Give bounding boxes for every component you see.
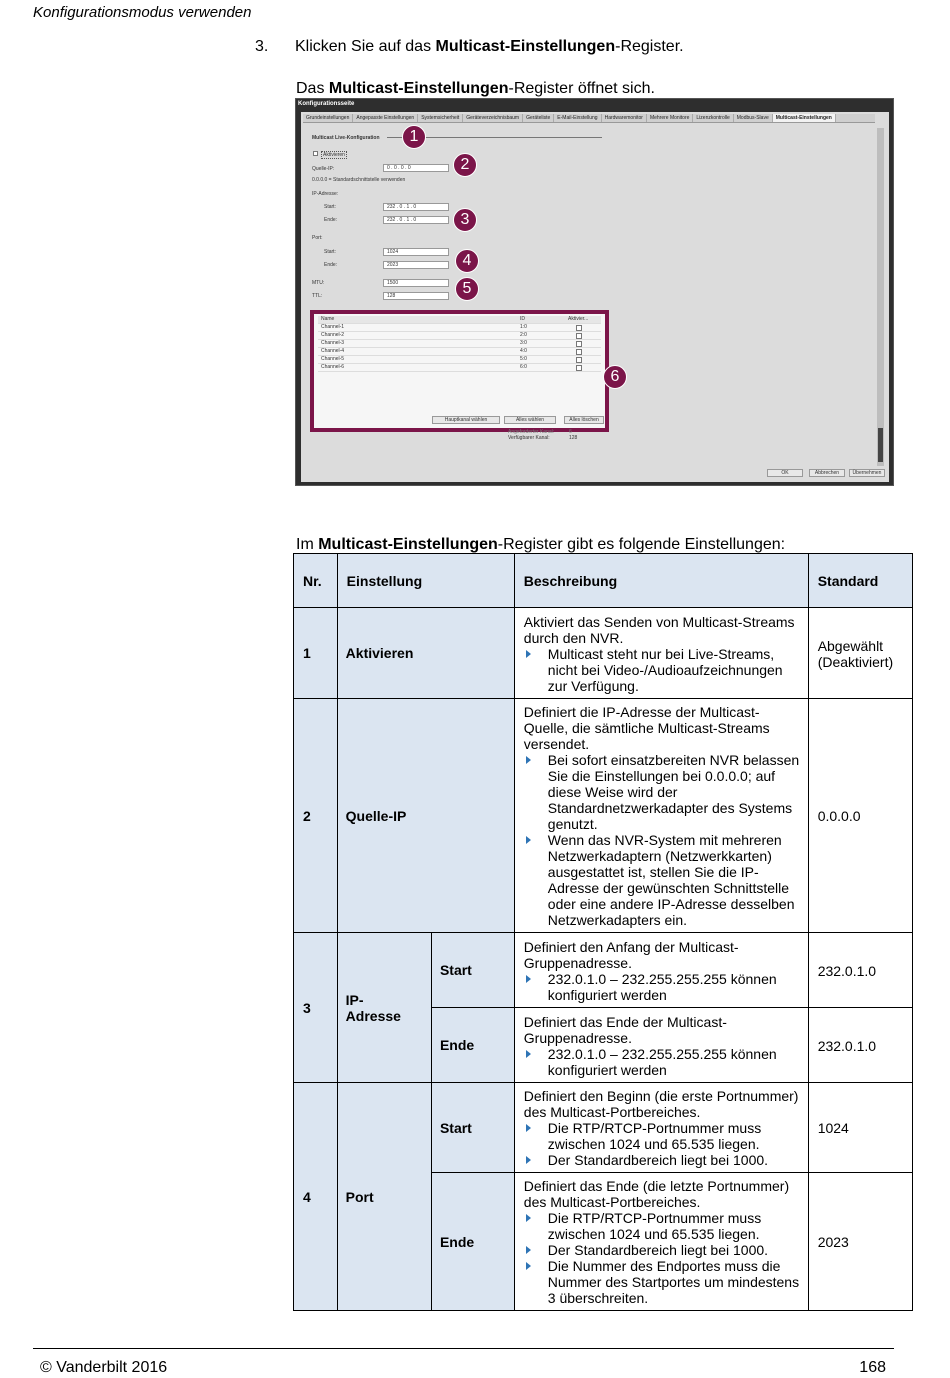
setting-description: Definiert das Ende der Multicast-Gruppenadresse. 232.0.1.0 – 232.255.255.255 können konfiguriert werden — [514, 1008, 808, 1083]
channel-id: 1:0 — [520, 324, 527, 330]
setting-description: Definiert den Beginn (die erste Portnummer) des Multicast-Portbereiches. Die RTP/RTCP-Portnummer muss zwischen 1024 und 65.535 liegen. Der Standardbereich liegt bei 1000. — [514, 1083, 808, 1173]
callout-marker-2: 2 — [453, 153, 477, 177]
bullet-item: 232.0.1.0 – 232.255.255.255 können konfiguriert werden — [524, 1046, 802, 1078]
step-number: 3. — [255, 38, 269, 55]
port-label: Port: — [312, 235, 323, 241]
available-channel-label: Verfügbarer Kanal: — [508, 435, 550, 441]
setting-default: 1024 — [808, 1083, 912, 1173]
grid-col-enable[interactable]: Aktivier... — [568, 316, 589, 322]
config-window-screenshot — [295, 98, 894, 486]
ip-start-input[interactable]: 232 . 0 . 1 . 0 — [383, 203, 449, 211]
bullet-item: Bei sofort einsatzbereiten NVR belassen Sie die Einstellungen bei 0.0.0.0; auf diese Weise wird der Standardnetzwerkadapter des Systems genutzt. — [524, 752, 802, 832]
sub-setting-name: Ende — [431, 1173, 514, 1311]
setting-name: Aktivieren — [337, 608, 514, 699]
channel-name: Channel-2 — [321, 332, 345, 338]
channel-name: Channel-3 — [321, 340, 345, 346]
tab-systemsicherheit[interactable]: Systemsicherheit — [418, 114, 463, 122]
channel-id: 5:0 — [520, 356, 527, 362]
setting-name: Port — [337, 1083, 431, 1311]
channel-enable-checkbox[interactable] — [576, 325, 582, 331]
setting-description: Definiert die IP-Adresse der Multicast-Quelle, die sämtliche Multicast-Streams versendet. Bei sofort einsatzbereiten NVR belassen Sie die Einstellungen bei 0.0.0.0; auf diese Weise wird der Standardnetzwerkadapter des Systems genutzt. Wenn das NVR-System mit mehreren Netzwerkadaptern (Netzwerkkarten) ausgestattet ist, stellen Sie die IP-Adresse der gewünschten Schnittstelle oder eine andere IP-Adresse desselben Netzwerkadapters ein. — [514, 699, 808, 933]
callout-marker-4: 4 — [455, 249, 479, 273]
select-all-button[interactable]: Alles wählen — [504, 416, 556, 424]
apply-button[interactable]: Übernehmen — [849, 469, 885, 477]
row-number: 3 — [294, 933, 338, 1083]
sub-setting-name: Ende — [431, 1008, 514, 1083]
page-header: Konfigurationsmodus verwenden — [33, 4, 252, 21]
channel-id: 2:0 — [520, 332, 527, 338]
mtu-label: MTU: — [312, 280, 325, 286]
channel-name: Channel-5 — [321, 356, 345, 362]
channel-name: Channel-4 — [321, 348, 345, 354]
grid-row[interactable] — [318, 340, 601, 348]
requested-channel-label: Angeforderter Kanal: — [508, 429, 555, 435]
tab-grundeinstellungen[interactable]: Grundeinstellungen — [303, 114, 353, 122]
table-intro: Im Multicast-Einstellungen-Register gibt es folgende Einstellungen: — [296, 536, 786, 553]
table-header-row — [294, 554, 913, 608]
ttl-input[interactable]: 128 — [383, 292, 449, 300]
tab-email-einstellung[interactable]: E-Mail-Einstellung — [554, 114, 601, 122]
col-setting: Einstellung — [337, 554, 514, 608]
section-title: Multicast Live-Konfiguration — [312, 135, 380, 141]
enable-label: Aktivieren — [323, 152, 345, 158]
setting-default: Abgewählt (Deaktiviert) — [808, 608, 912, 699]
bullet-item: Multicast steht nur bei Live-Streams, nicht bei Video-/Audioaufzeichnungen zur Verfügung. — [524, 646, 802, 694]
channel-enable-checkbox[interactable] — [576, 365, 582, 371]
channel-grid — [310, 310, 609, 432]
grid-header-row — [318, 316, 601, 324]
tab-bar — [303, 114, 875, 123]
select-main-channel-button[interactable]: Hauptkanal wählen — [432, 416, 500, 424]
vertical-scrollbar[interactable] — [877, 128, 884, 466]
grid-row[interactable] — [318, 356, 601, 364]
source-ip-label: Quelle-IP: — [312, 166, 335, 172]
sub-setting-name: Start — [431, 1083, 514, 1173]
tab-geraeteliste[interactable]: Geräteliste — [523, 114, 554, 122]
tab-lizenzkontrolle[interactable]: Lizenzkontrolle — [693, 114, 733, 122]
tab-modbus-slave[interactable]: Modbus-Slave — [734, 114, 773, 122]
col-description: Beschreibung — [514, 554, 808, 608]
grid-row[interactable] — [318, 332, 601, 340]
bullet-item: Die RTP/RTCP-Portnummer muss zwischen 1024 und 65.535 liegen. — [524, 1120, 802, 1152]
tab-angepasste-einstellungen[interactable]: Angepasste Einstellungen — [353, 114, 418, 122]
setting-description: Definiert den Anfang der Multicast-Gruppenadresse. 232.0.1.0 – 232.255.255.255 können konfiguriert werden — [514, 933, 808, 1008]
row-number: 1 — [294, 608, 338, 699]
mtu-input[interactable]: 1500 — [383, 279, 449, 287]
step-text-pre: Klicken Sie auf das — [295, 38, 436, 55]
channel-enable-checkbox[interactable] — [576, 333, 582, 339]
channel-enable-checkbox[interactable] — [576, 341, 582, 347]
setting-default: 232.0.1.0 — [808, 1008, 912, 1083]
setting-name: Quelle-IP — [337, 699, 514, 933]
settings-table — [293, 553, 913, 1311]
port-end-label: Ende: — [324, 262, 338, 268]
sub-setting-name: Start — [431, 933, 514, 1008]
channel-id: 4:0 — [520, 348, 527, 354]
setting-description: Definiert das Ende (die letzte Portnummer) des Multicast-Portbereiches. Die RTP/RTCP-Portnummer muss zwischen 1024 und 65.535 liegen. Der Standardbereich liegt bei 1000. Die Nummer des Endportes muss die Nummer des Startportes um mindestens 3 überschreiten. — [514, 1173, 808, 1311]
ip-end-input[interactable]: 232 . 0 . 1 . 0 — [383, 216, 449, 224]
bullet-item: Die Nummer des Endportes muss die Nummer des Startportes um mindestens 3 überschreiten. — [524, 1258, 802, 1306]
cancel-button[interactable]: Abbrechen — [809, 469, 845, 477]
ip-address-label: IP-Adresse: — [312, 191, 339, 197]
bullet-item: 232.0.1.0 – 232.255.255.255 können konfiguriert werden — [524, 971, 802, 1003]
step-result: Das Multicast-Einstellungen-Register öffnet sich. — [296, 80, 655, 97]
step-text-bold: Multicast-Einstellungen — [435, 38, 616, 55]
scrollbar-thumb[interactable] — [878, 428, 883, 462]
callout-marker-3: 3 — [453, 208, 477, 232]
step-3 — [255, 38, 684, 56]
col-nr: Nr. — [294, 554, 338, 608]
source-ip-input[interactable]: 0 . 0 . 0 . 0 — [383, 164, 449, 172]
col-default: Standard — [808, 554, 912, 608]
callout-marker-5: 5 — [455, 277, 479, 301]
tab-mehrere-monitore[interactable]: Mehrere Monitore — [647, 114, 693, 122]
grid-col-id[interactable]: ID — [520, 316, 525, 322]
channel-name: Channel-1 — [321, 324, 345, 330]
channel-enable-checkbox[interactable] — [576, 357, 582, 363]
available-channel-value: 128 — [569, 435, 578, 441]
requested-channel-value: 6 — [569, 429, 572, 435]
page-number: 168 — [859, 1359, 886, 1376]
port-start-input[interactable]: 1024 — [383, 248, 449, 256]
source-ip-hint: 0.0.0.0 = Standardschnittstelle verwenden — [312, 177, 406, 183]
grid-row[interactable] — [318, 364, 601, 372]
table-row — [294, 1083, 913, 1173]
setting-default: 2023 — [808, 1173, 912, 1311]
ip-start-label: Start: — [324, 204, 336, 210]
setting-description: Aktiviert das Senden von Multicast-Streams durch den NVR. Multicast steht nur bei Live-Streams, nicht bei Video-/Audioaufzeichnungen zur Verfügung. — [514, 608, 808, 699]
table-row — [294, 933, 913, 1008]
port-start-label: Start: — [324, 249, 336, 255]
bullet-item: Die RTP/RTCP-Portnummer muss zwischen 1024 und 65.535 liegen. — [524, 1210, 802, 1242]
table-row — [294, 608, 913, 699]
grid-row[interactable] — [318, 348, 601, 356]
setting-default: 232.0.1.0 — [808, 933, 912, 1008]
table-row — [294, 699, 913, 933]
ttl-label: TTL: — [312, 293, 323, 299]
tab-geraeteverzeichnisbaum[interactable]: Geräteverzeichnisbaum — [463, 114, 523, 122]
grid-col-name[interactable]: Name — [321, 316, 335, 322]
row-number: 4 — [294, 1083, 338, 1311]
channel-enable-checkbox[interactable] — [576, 349, 582, 355]
ip-end-label: Ende: — [324, 217, 338, 223]
port-end-input[interactable]: 2023 — [383, 261, 449, 269]
setting-name: IP-Adresse — [337, 933, 431, 1083]
tab-hardwaremonitor[interactable]: Hardwaremonitor — [602, 114, 647, 122]
channel-id: 6:0 — [520, 364, 527, 370]
grid-row[interactable] — [318, 324, 601, 332]
enable-checkbox[interactable] — [313, 151, 318, 156]
tab-multicast-einstellungen[interactable]: Multicast-Einstellungen — [773, 114, 836, 122]
bullet-item: Der Standardbereich liegt bei 1000. — [524, 1152, 802, 1168]
setting-default: 0.0.0.0 — [808, 699, 912, 933]
channel-name: Channel-6 — [321, 364, 345, 370]
footer-copyright: © Vanderbilt 2016 — [40, 1359, 168, 1376]
callout-marker-6: 6 — [603, 365, 627, 389]
bullet-item: Der Standardbereich liegt bei 1000. — [524, 1242, 802, 1258]
ok-button[interactable]: OK — [767, 469, 803, 477]
callout-marker-1: 1 — [402, 125, 426, 149]
window-body — [301, 112, 889, 482]
clear-all-button[interactable]: Alles löschen — [564, 416, 604, 424]
bullet-item: Wenn das NVR-System mit mehreren Netzwerkadaptern (Netzwerkkarten) ausgestattet ist, stellen Sie die IP-Adresse der gewünschten Schnittstelle oder eine andere IP-Adresse desselben Netzwerkadapters ein. — [524, 832, 802, 928]
step-text-post: -Register. — [615, 38, 684, 55]
row-number: 2 — [294, 699, 338, 933]
channel-id: 3:0 — [520, 340, 527, 346]
footer-divider — [33, 1348, 894, 1349]
window-title: Konfigurationsseite — [298, 101, 355, 107]
